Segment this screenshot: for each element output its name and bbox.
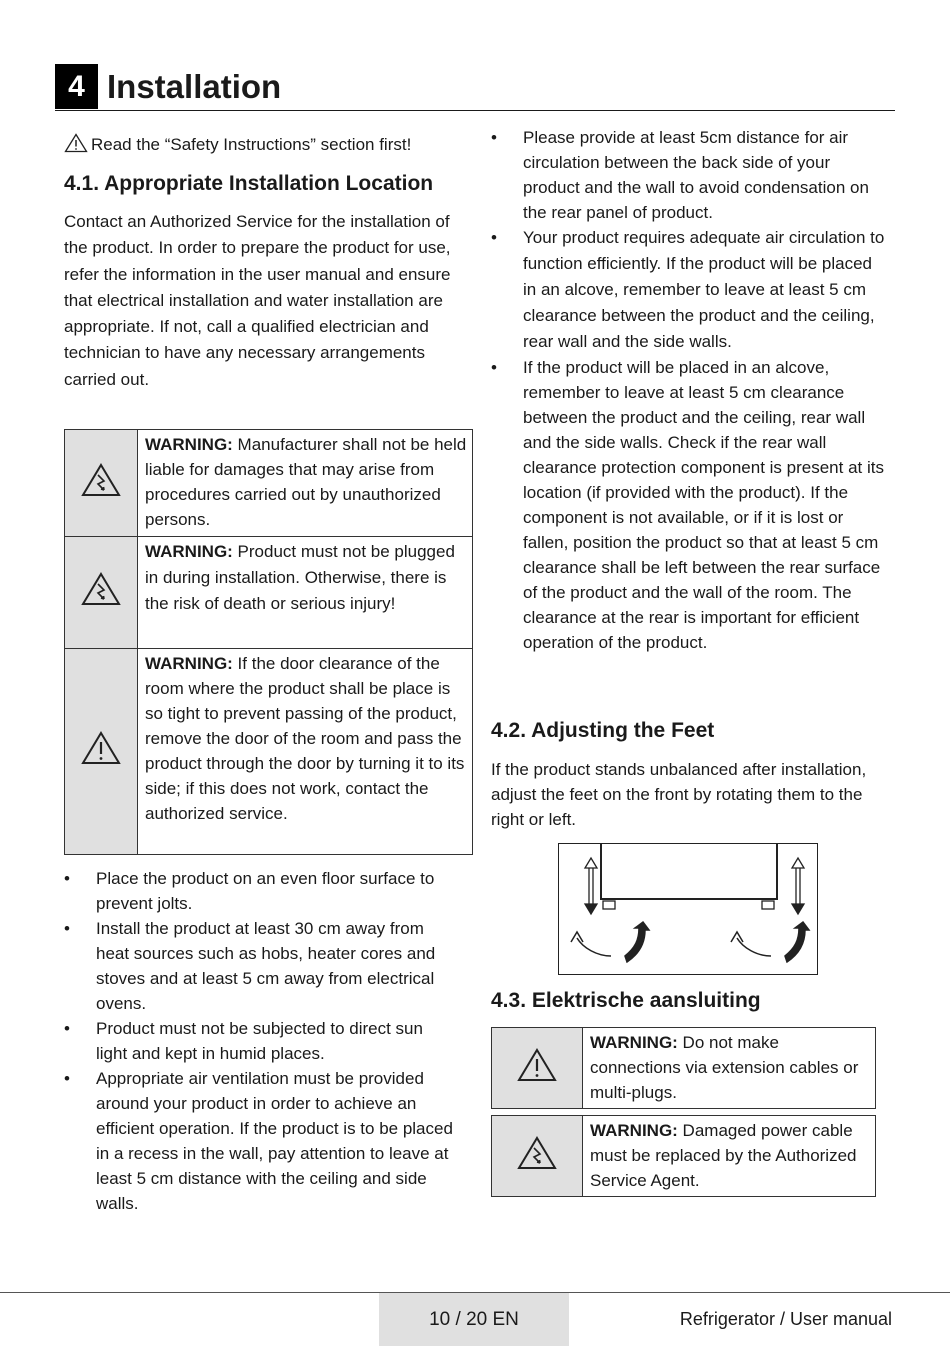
warning-row [65,649,473,855]
warning-text: If the door clearance of the room where the product shall be place is so tight to prevent passing of the product, remove the door of the room and pass the product through the door by turning it to its side; if this does not work, contact the authorized service. [145,654,465,823]
warning-icon-cell [65,537,138,649]
document-name: Refrigerator / User manual [679,1309,892,1329]
section-heading-4-2: 4.2. Adjusting the Feet [491,719,715,742]
feet-adjustment-figure [558,843,818,975]
warning-icon-cell [65,649,138,855]
height-arrow-left [585,858,597,914]
warning-icon-cell [492,1116,583,1197]
page-number: 10 / 20 EN [379,1293,569,1346]
warning-label: WARNING: [145,435,233,454]
rotate-arrows-left [571,922,649,962]
list-item: • If the product will be placed in an alcove, remember to leave at least 5 cm clearance between the product and the ceiling, rear wall and the side walls. Check if the rear wall clearance protection component is present at its location (if provided with the product). If the component is not available, or if it is lost or fallen, position the product so that at least 5 cm clearance shall be left between the rear surface of the product and the wall of the room. The clearance at the rear is important for efficient operation of the product. [491,355,886,655]
electrical-warning-table-2 [491,1115,876,1197]
section-4-1-intro: Contact an Authorized Service for the installation of the product. In order to prepare the product for use, refer the information in the user manual and ensure that electrical installation and water installation are appropriate. If not, call a qualified electrician and technician to have any necessary arrangements carried out. [64,212,451,389]
warning-icon-cell [65,430,138,537]
exclamation-warning-icon [80,730,122,766]
warning-row [492,1116,876,1197]
warning-text: Damaged power cable must be replaced by the Authorized Service Agent. [590,1121,857,1190]
warning-text: Product must not be plugged in during installation. Otherwise, there is the risk of death or serious injury! [145,542,455,613]
electrical-warning-table-1 [491,1027,876,1109]
list-item: • Your product requires adequate air circulation to function efficiently. If the product will be placed in an alcove, remember to leave at least 5 cm clearance between the product and the ceiling, rear wall and the side walls. [491,225,886,355]
warning-table [64,429,473,855]
warning-row [492,1028,876,1109]
warning-label: WARNING: [590,1033,678,1052]
list-item: • Install the product at least 30 cm away from heat sources such as hobs, heater cores and stoves and at least 5 cm away from electrical ovens. [64,916,454,1016]
warning-icon-cell [492,1028,583,1109]
electric-warning-icon [80,571,122,607]
chapter-header [55,64,895,111]
list-item: • Please provide at least 5cm distance for air circulation between the back side of your product and the wall to avoid condensation on the rear panel of product. [491,125,886,225]
warning-label: WARNING: [590,1121,678,1140]
exclamation-warning-icon [516,1047,558,1083]
warning-triangle-icon [64,133,88,153]
safety-note-text: Read the “Safety Instructions” section first! [91,135,412,154]
warning-row [65,430,473,537]
installation-bullet-list [64,866,454,1216]
electric-warning-icon [516,1135,558,1171]
section-heading-4-1: 4.1. Appropriate Installation Location [64,172,434,195]
chapter-title: Installation [107,68,282,105]
warning-text: Do not make connections via extension cables or multi-plugs. [590,1033,859,1102]
clearance-bullet-list [491,125,886,655]
feet-diagram [559,844,817,974]
warning-row [65,537,473,649]
height-arrow-right [792,858,804,914]
list-item: • Product must not be subjected to direct sun light and kept in humid places. [64,1016,454,1066]
warning-label: WARNING: [145,542,233,561]
chapter-number: 4 [55,64,98,109]
section-4-2-text: If the product stands unbalanced after installation, adjust the feet on the front by rotating them to the right or left. [491,760,867,829]
list-item: • Place the product on an even floor surface to prevent jolts. [64,866,454,916]
rotate-arrows-right [731,922,809,962]
safety-note [64,132,411,157]
electric-warning-icon [80,462,122,498]
list-item: • Appropriate air ventilation must be provided around your product in order to achieve an efficient operation. If the product is to be placed in a recess in the wall, pay attention to leave at least 5 cm distance with the ceiling and side walls. [64,1066,454,1216]
warning-text: Manufacturer shall not be held liable for damages that may arise from procedures carried out by unauthorized persons. [145,435,467,529]
section-heading-4-3: 4.3. Elektrische aansluiting [491,989,761,1012]
warning-label: WARNING: [145,654,233,673]
